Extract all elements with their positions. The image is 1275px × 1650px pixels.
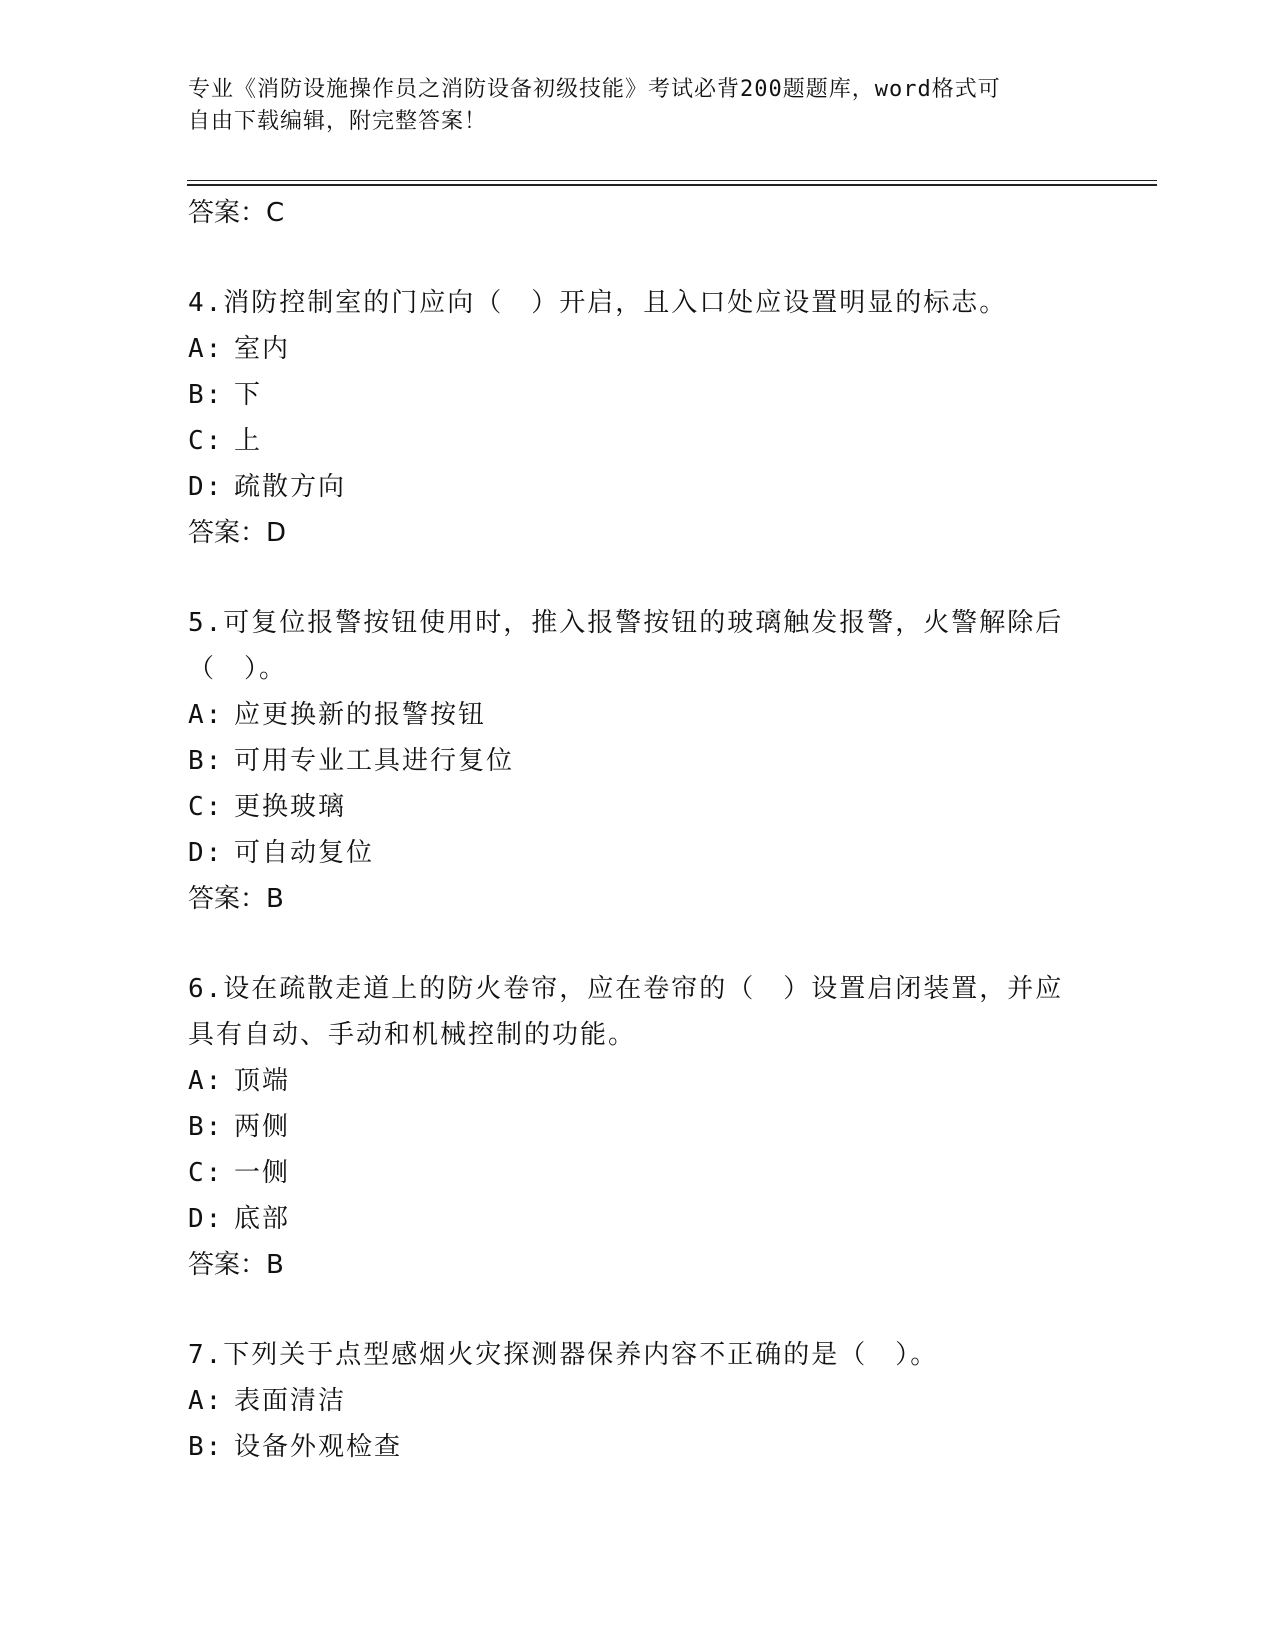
option-b [188,372,1088,418]
header-line-1: 专业《消防设施操作员之消防设备初级技能》考试必背200题题库，word格式可 [188,77,1001,102]
option-a [188,326,1088,372]
option-a [188,1058,1088,1104]
option-letter: D: [188,472,224,502]
option-letter: B: [188,1432,224,1462]
option-c [188,418,1088,464]
option-b [188,1424,1088,1470]
option-letter: B: [188,380,224,410]
option-text: 更换玻璃 [234,792,347,822]
option-letter: C: [188,1158,224,1188]
option-d [188,464,1088,510]
question-7 [188,1332,1088,1470]
option-letter: A: [188,334,224,364]
option-b [188,1104,1088,1150]
answer-previous: 答案：C [188,198,285,228]
option-text: 底部 [234,1204,291,1234]
question-list [188,190,1088,1470]
question-stem: 7.下列关于点型感烟火灾探测器保养内容不正确的是（ ）。 [188,1340,939,1370]
option-text: 可自动复位 [234,838,375,868]
option-d [188,1196,1088,1242]
question-stem: 4.消防控制室的门应向（ ）开启，且入口处应设置明显的标志。 [188,288,1008,318]
option-letter: A: [188,1066,224,1096]
option-letter: A: [188,700,224,730]
option-c [188,1150,1088,1196]
question-stem: 5.可复位报警按钮使用时，推入报警按钮的玻璃触发报警，火警解除后（ ）。 [188,608,1064,684]
question-stem: 6.设在疏散走道上的防火卷帘，应在卷帘的（ ）设置启闭装置，并应具有自动、手动和机械控制的功能。 [188,974,1064,1050]
answer: 答案：B [188,884,284,914]
header-line-2: 自由下载编辑，附完整答案！ [188,109,488,134]
option-d [188,830,1088,876]
option-text: 设备外观检查 [234,1432,403,1462]
document-header [188,74,1068,138]
option-text: 顶端 [234,1066,291,1096]
option-letter: C: [188,426,224,456]
option-letter: C: [188,792,224,822]
option-text: 可用专业工具进行复位 [234,746,515,776]
question-6 [188,966,1088,1288]
option-c [188,784,1088,830]
option-text: 疏散方向 [234,472,347,502]
question-5 [188,600,1088,922]
option-b [188,738,1088,784]
option-a [188,1378,1088,1424]
option-text: 室内 [234,334,291,364]
option-letter: B: [188,746,224,776]
option-text: 两侧 [234,1112,291,1142]
option-a [188,692,1088,738]
answer: 答案：D [188,518,287,548]
option-letter: B: [188,1112,224,1142]
option-text: 下 [234,380,263,410]
header-divider [187,180,1157,181]
question-4 [188,280,1088,556]
option-letter: D: [188,838,224,868]
option-text: 上 [234,426,263,456]
option-text: 一侧 [234,1158,291,1188]
option-letter: D: [188,1204,224,1234]
answer: 答案：B [188,1250,284,1280]
option-text: 表面清洁 [234,1386,347,1416]
option-letter: A: [188,1386,224,1416]
header-divider-thick [187,184,1157,186]
option-text: 应更换新的报警按钮 [234,700,487,730]
